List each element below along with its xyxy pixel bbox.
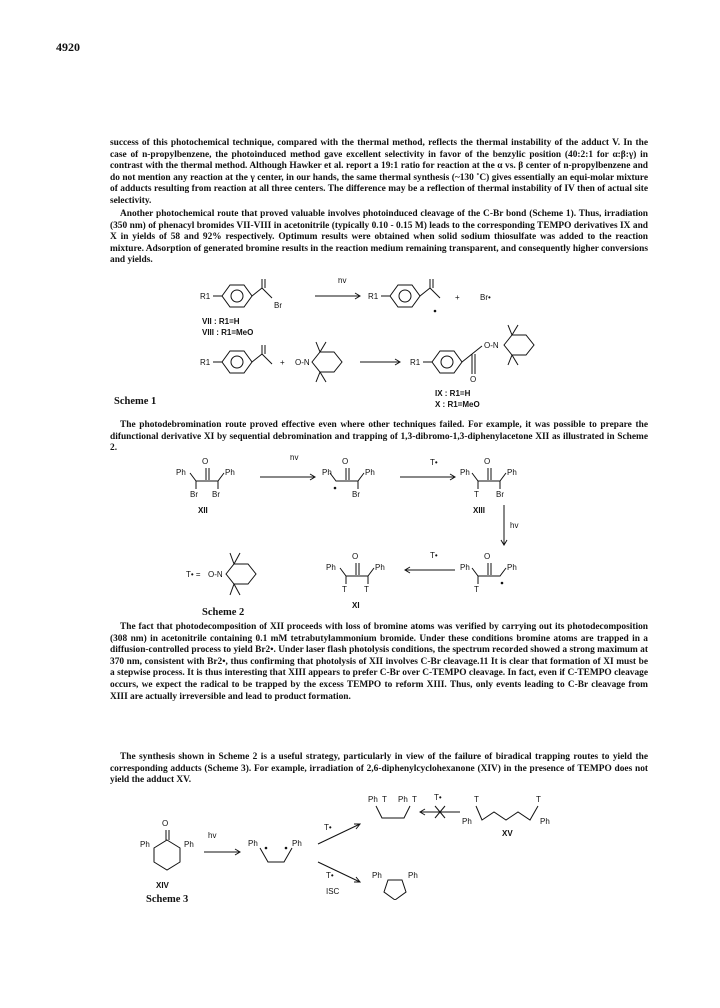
svg-text:+: +	[280, 358, 285, 367]
svg-text:Ph: Ph	[372, 871, 382, 880]
svg-text:hv: hv	[338, 278, 347, 285]
svg-text:T: T	[382, 795, 387, 804]
svg-text:O: O	[470, 375, 477, 384]
svg-text:Ph: Ph	[140, 840, 150, 849]
svg-text:O-N: O-N	[295, 358, 310, 367]
svg-text:T: T	[364, 585, 369, 594]
svg-text:Ph: Ph	[176, 468, 186, 477]
svg-text:T• =: T• =	[186, 570, 201, 579]
scheme-3	[90, 790, 650, 905]
svg-text:O: O	[202, 457, 209, 466]
svg-text:Ph: Ph	[225, 468, 235, 477]
svg-text:Br: Br	[190, 490, 198, 499]
paragraph-5: The synthesis shown in Scheme 2 is a useful strategy, particularly in view of the failure of biradical trapping routes to yield the corresponding adducts (Scheme 3). For example, irradiation of 2,6-diphenylcyclohexanone (XIV) in the presence of TEMPO does not yield the adduct XV.	[110, 752, 648, 786]
svg-text:Ph: Ph	[326, 563, 336, 572]
svg-text:O: O	[352, 552, 359, 561]
svg-text:ISC: ISC	[326, 887, 340, 896]
svg-text:Ph: Ph	[460, 563, 470, 572]
paragraph-4: The fact that photodecomposition of XII proceeds with loss of bromine atoms was verified by carrying out its photodecomposition (308 nm) in acetonitrile containing 0.1 mM tetrabutylammonium bromide. Under these conditions bromine atoms are trapped in a diffusion-controlled process to yield Br2•. Under laser flash photolysis conditions, the spectrum recorded showed a strong maximum at 370 nm, consistent with Br2•, thus confirming that photolysis of XII involves C-Br cleavage.11 It is clear that formation of XI must be a stepwise process. It is thus interesting that XIII appears to prefer C-Br over C-TEMPO cleavage. In fact, even if C-TEMPO cleavage occurs, we expect the radical to be trapped by the excess TEMPO to reform XIII. Thus, only events leading to C-Br cleavage from XIII are actually irreversible and lead to product formation.	[110, 622, 648, 702]
svg-text:R1: R1	[410, 358, 421, 367]
svg-text:VIII : R1=MeO: VIII : R1=MeO	[202, 328, 254, 337]
scheme-1	[90, 278, 650, 414]
scheme-2-label: Scheme 2	[202, 607, 245, 618]
paragraph-2: Another photochemical route that proved valuable involves photoinduced cleavage of the C-Br bond (Scheme 1). Thus, irradiation (350 nm) of phenacyl bromides VII-VIII in acetonitrile (typically 0.10 - 0.15 M) leads to the corresponding TEMPO derivatives IX and X in yields of 58 and 92% respectively. Optimum results were obtained when solid sodium thiosulfate was added to the reaction mixture. Adsorption of generated bromine results in the reaction medium remaining transparent, and consequently higher conversions and yields.	[110, 209, 648, 266]
svg-text:hv: hv	[510, 521, 519, 530]
svg-text:+: +	[455, 293, 460, 302]
svg-text:Ph: Ph	[460, 468, 470, 477]
svg-text:O: O	[484, 457, 491, 466]
svg-text:T•: T•	[326, 871, 334, 880]
svg-text:T: T	[342, 585, 347, 594]
svg-text:Ph: Ph	[375, 563, 385, 572]
svg-text:Ph: Ph	[507, 563, 517, 572]
svg-text:Ph: Ph	[368, 795, 378, 804]
svg-text:IX : R1=H: IX : R1=H	[435, 389, 471, 398]
svg-text:R1: R1	[368, 292, 379, 301]
svg-text:T: T	[474, 490, 479, 499]
svg-text:Ph: Ph	[292, 839, 302, 848]
svg-text:XV: XV	[502, 829, 513, 838]
page-number: 4920	[56, 40, 80, 54]
svg-text:VII : R1=H: VII : R1=H	[202, 317, 240, 326]
svg-text:T•: T•	[324, 823, 332, 832]
svg-text:Ph: Ph	[322, 468, 332, 477]
svg-text:O: O	[484, 552, 491, 561]
svg-text:R1: R1	[200, 358, 211, 367]
svg-text:Ph: Ph	[540, 817, 550, 826]
svg-text:XI: XI	[352, 601, 360, 610]
svg-text:Ph: Ph	[184, 840, 194, 849]
paragraph-3: The photodebromination route proved effective even where other techniques failed. For example, it was possible to prepare the difunctional derivative XI by sequential debromination and trapping of 1,3-dibromo-1,3-diphenylacetone XII as illustrated in Scheme 2.	[110, 420, 648, 454]
svg-text:T•: T•	[430, 551, 438, 560]
svg-text:Br: Br	[352, 490, 360, 499]
svg-text:Br: Br	[274, 301, 282, 310]
paragraph-1: success of this photochemical technique, compared with the thermal method, reflects the thermal instability of the adduct V. In the case of n-propylbenzene, the photoinduced method gave excellent selectivity in favor of the benzylic position (40:2:1 for α:β:γ) in contrast with the thermal method. Although Hawker et al. report a 19:1 ratio for reaction at the α vs. β center of n-propylbenzene and do not mention any reaction at the γ center, in our hands, the same thermal synthesis (~130 ˚C) gives essentially an equi-molar mixture of adducts resulting from reaction at all three centers. The difference may be a reflection of thermal instability of IV then of actual site selectivity.	[110, 138, 648, 206]
svg-text:T•: T•	[430, 458, 438, 467]
svg-text:XIV: XIV	[156, 881, 169, 890]
svg-text:T: T	[474, 795, 479, 804]
svg-text:hv: hv	[290, 455, 299, 462]
svg-text:Br•: Br•	[480, 293, 491, 302]
svg-text:O-N: O-N	[208, 570, 223, 579]
svg-text:Ph: Ph	[408, 871, 418, 880]
svg-text:Br: Br	[496, 490, 504, 499]
svg-text:O: O	[342, 457, 349, 466]
svg-text:Ph: Ph	[462, 817, 472, 826]
svg-text:XII: XII	[198, 506, 208, 515]
svg-text:T: T	[536, 795, 541, 804]
svg-text:Ph: Ph	[507, 468, 517, 477]
svg-text:X : R1=MeO: X : R1=MeO	[435, 400, 480, 409]
svg-text:T: T	[474, 585, 479, 594]
svg-text:T•: T•	[434, 793, 442, 802]
svg-text:XIII: XIII	[473, 506, 486, 515]
svg-text:R1: R1	[200, 292, 211, 301]
scheme-1-label: Scheme 1	[114, 396, 157, 407]
svg-text:hv: hv	[208, 831, 217, 840]
svg-text:Ph: Ph	[365, 468, 375, 477]
svg-text:O: O	[162, 819, 169, 828]
scheme-2	[90, 455, 650, 618]
scheme-3-label: Scheme 3	[146, 894, 189, 905]
svg-text:T: T	[412, 795, 417, 804]
svg-text:Ph: Ph	[398, 795, 408, 804]
svg-text:Br: Br	[212, 490, 220, 499]
svg-text:O-N: O-N	[484, 341, 499, 350]
svg-text:Ph: Ph	[248, 839, 258, 848]
